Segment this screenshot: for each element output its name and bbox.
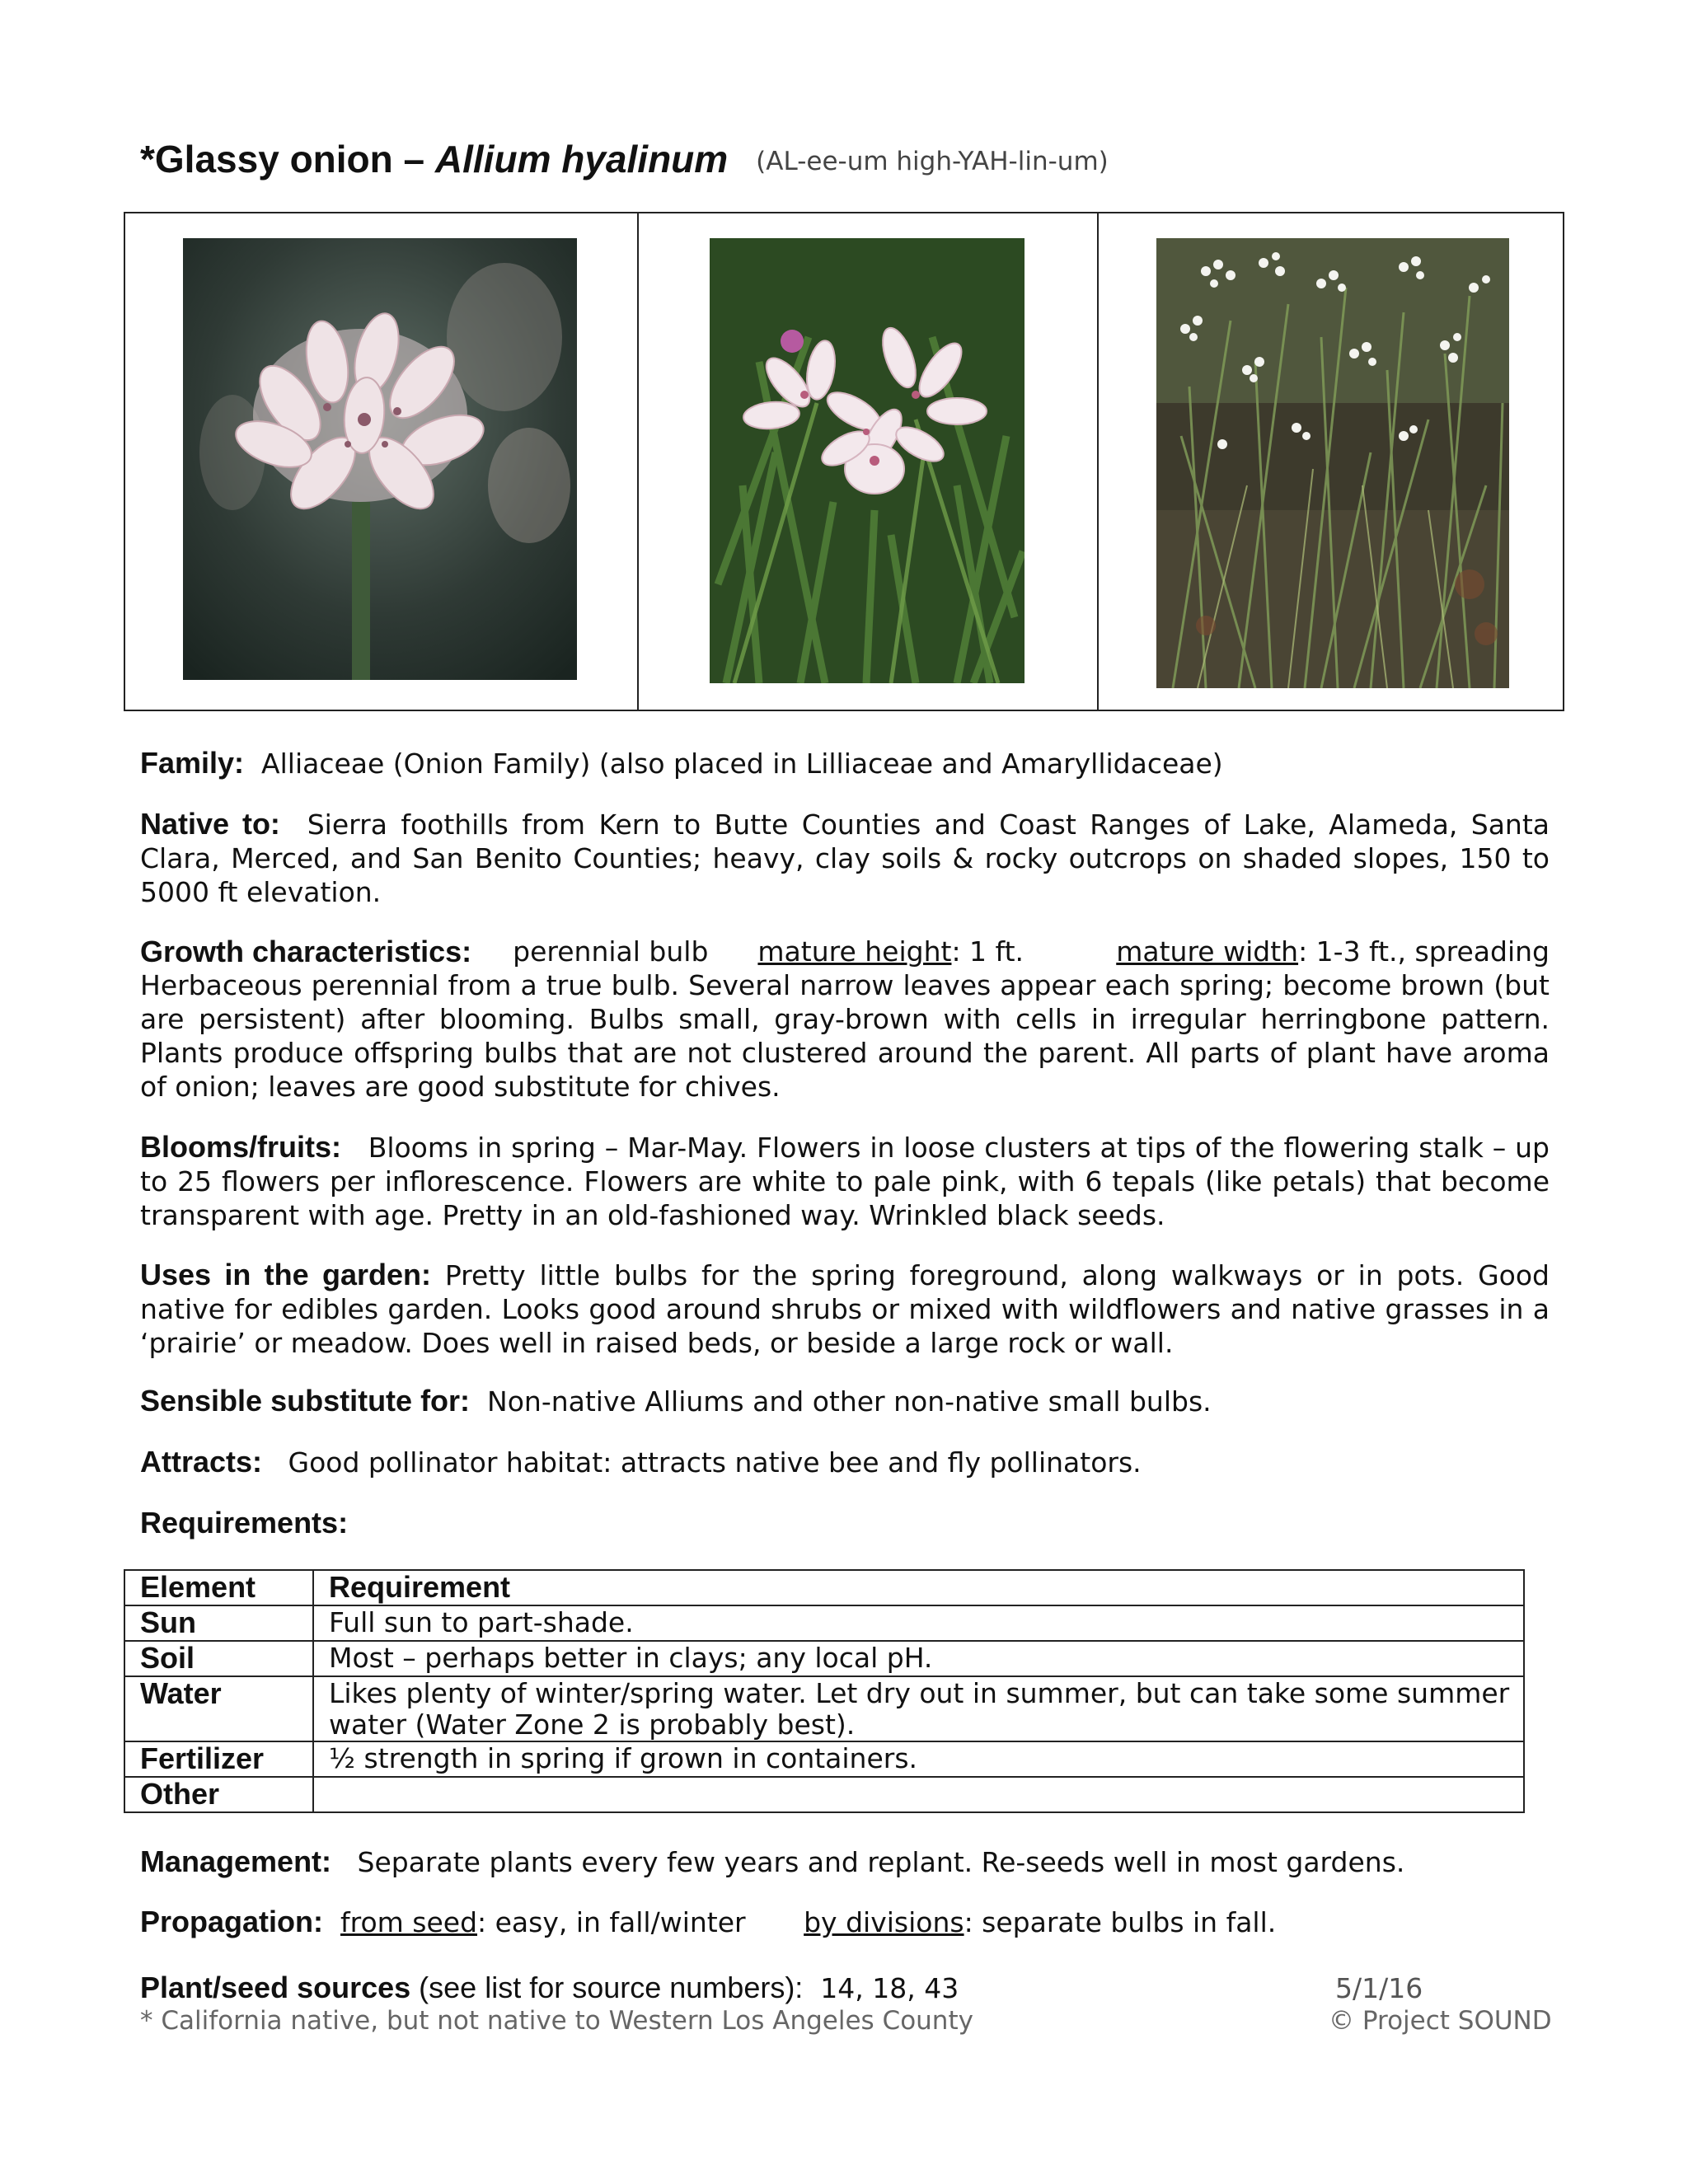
photo-cell-2: [637, 213, 1097, 710]
row-element: Fertilizer: [124, 1741, 313, 1777]
scientific-name: Allium hyalinum: [434, 138, 729, 180]
mature-height-value: : 1 ft.: [951, 935, 1025, 968]
mature-width-value: : 1-3 ft., spreading: [1298, 935, 1550, 968]
flowers-in-grass-photo: [710, 238, 1025, 683]
family-section: [140, 746, 1550, 780]
header-requirement: Requirement: [313, 1570, 1524, 1605]
requirements-label: Requirements:: [140, 1506, 349, 1540]
uses-label: Uses in the garden:: [140, 1258, 432, 1291]
row-element: Sun: [124, 1605, 313, 1641]
propagation-section: [140, 1905, 1550, 1939]
requirements-table: [124, 1569, 1525, 1813]
table-row: [124, 1777, 1524, 1812]
by-divisions-text: : separate bulbs in fall.: [964, 1906, 1277, 1938]
management-section: [140, 1844, 1550, 1879]
requirements-heading: [140, 1506, 1550, 1540]
plants-in-field-photo: [1156, 238, 1509, 688]
native-label: Native to:: [140, 807, 280, 841]
copyright: © Project SOUND: [1329, 2006, 1552, 2036]
table-row: [124, 1605, 1524, 1641]
management-label: Management:: [140, 1844, 332, 1878]
substitute-text: Non-native Alliums and other non-native small bulbs.: [487, 1385, 1212, 1418]
growth-header-line: [140, 935, 1550, 968]
revision-date: 5/1/16: [1335, 1972, 1423, 2004]
growth-type: perennial bulb: [513, 935, 709, 968]
blooms-section: [140, 1130, 1550, 1232]
photo-cell-1: [125, 213, 637, 710]
sources-numbers: 14, 18, 43: [820, 1972, 959, 2004]
growth-label: Growth characteristics:: [140, 935, 472, 968]
native-text: Sierra foothills from Kern to Butte Counties and Coast Ranges of Lake, Alameda, Santa Clara, Merced, and San Benito Counties; heavy, clay soils & rocky outcrops on shaded slopes, 150 to 5000 ft elevation.: [140, 808, 1550, 908]
blooms-label: Blooms/fruits:: [140, 1130, 342, 1164]
table-row: [124, 1741, 1524, 1777]
family-text: Alliaceae (Onion Family) (also placed in Lilliaceae and Amaryllidaceae): [261, 748, 1223, 780]
growth-section: [140, 935, 1550, 1104]
table-row: [124, 1641, 1524, 1676]
row-element: Other: [124, 1777, 313, 1812]
family-label: Family:: [140, 746, 245, 780]
row-element: Water: [124, 1676, 313, 1741]
blooms-text: Blooms in spring – Mar-May. Flowers in loose clusters at tips of the flowering stalk – up to 25 flowers per inflorescence. Flowers are white to pale pink, with 6 tepals (like petals) that become transparent with age. Pretty in an old-fashioned way. Wrinkled black seeds.: [140, 1132, 1550, 1231]
row-requirement: [313, 1777, 1524, 1812]
attracts-text: Good pollinator habitat: attracts native bee and fly pollinators.: [288, 1446, 1142, 1479]
attracts-section: [140, 1445, 1550, 1479]
mature-width-label: mature width: [1116, 935, 1299, 968]
flower-closeup-photo: [183, 238, 577, 680]
page-title: [140, 137, 1109, 181]
growth-text: Herbaceous perennial from a true bulb. Several narrow leaves appear each spring; become brown (but are persistent) after blooming. Bulbs small, gray-brown with cells in irregular herringbone pattern. Plants produce offspring bulbs that are not clustered around the parent. All parts of plant have aroma of onion; leaves are good substitute for chives.: [140, 969, 1550, 1103]
substitute-section: [140, 1384, 1550, 1418]
from-seed-text: : easy, in fall/winter: [477, 1906, 746, 1938]
uses-section: [140, 1258, 1550, 1360]
native-section: [140, 807, 1550, 909]
row-requirement: Likes plenty of winter/spring water. Let dry out in summer, but can take some summer water (Water Zone 2 is probably best).: [313, 1676, 1524, 1741]
row-requirement: Most – perhaps better in clays; any local pH.: [313, 1641, 1524, 1676]
pronunciation: (AL-ee-um high-YAH-lin-um): [756, 147, 1109, 176]
sources-note: (see list for source numbers):: [410, 1971, 804, 2004]
photo-grid: [124, 212, 1564, 711]
common-name: *Glassy onion: [140, 138, 393, 180]
uses-text: Pretty little bulbs for the spring foreground, along walkways or in pots. Good native for edibles garden. Looks good around shrubs or mixed with wildflowers and native grasses in a ‘prairie’ or meadow. Does well in raised beds, or beside a large rock or wall.: [140, 1259, 1550, 1359]
propagation-label: Propagation:: [140, 1905, 323, 1938]
photo-cell-3: [1097, 213, 1563, 710]
mature-height-label: mature height: [757, 935, 952, 968]
row-requirement: Full sun to part-shade.: [313, 1605, 1524, 1641]
table-header-row: [124, 1570, 1524, 1605]
title-dash: –: [392, 138, 435, 180]
from-seed-label: from seed: [340, 1906, 478, 1938]
management-text: Separate plants every few years and replant. Re-seeds well in most gardens.: [357, 1846, 1405, 1878]
table-row: [124, 1676, 1524, 1741]
mature-width: [1116, 935, 1550, 968]
header-element: Element: [124, 1570, 313, 1605]
row-requirement: ½ strength in spring if grown in containers.: [313, 1741, 1524, 1777]
footnote: * California native, but not native to Western Los Angeles County: [140, 2006, 973, 2036]
substitute-label: Sensible substitute for:: [140, 1384, 471, 1418]
sources-label: Plant/seed sources: [140, 1971, 411, 2004]
attracts-label: Attracts:: [140, 1445, 263, 1479]
by-divisions-label: by divisions: [804, 1906, 964, 1938]
row-element: Soil: [124, 1641, 313, 1676]
mature-height: [757, 935, 1024, 968]
